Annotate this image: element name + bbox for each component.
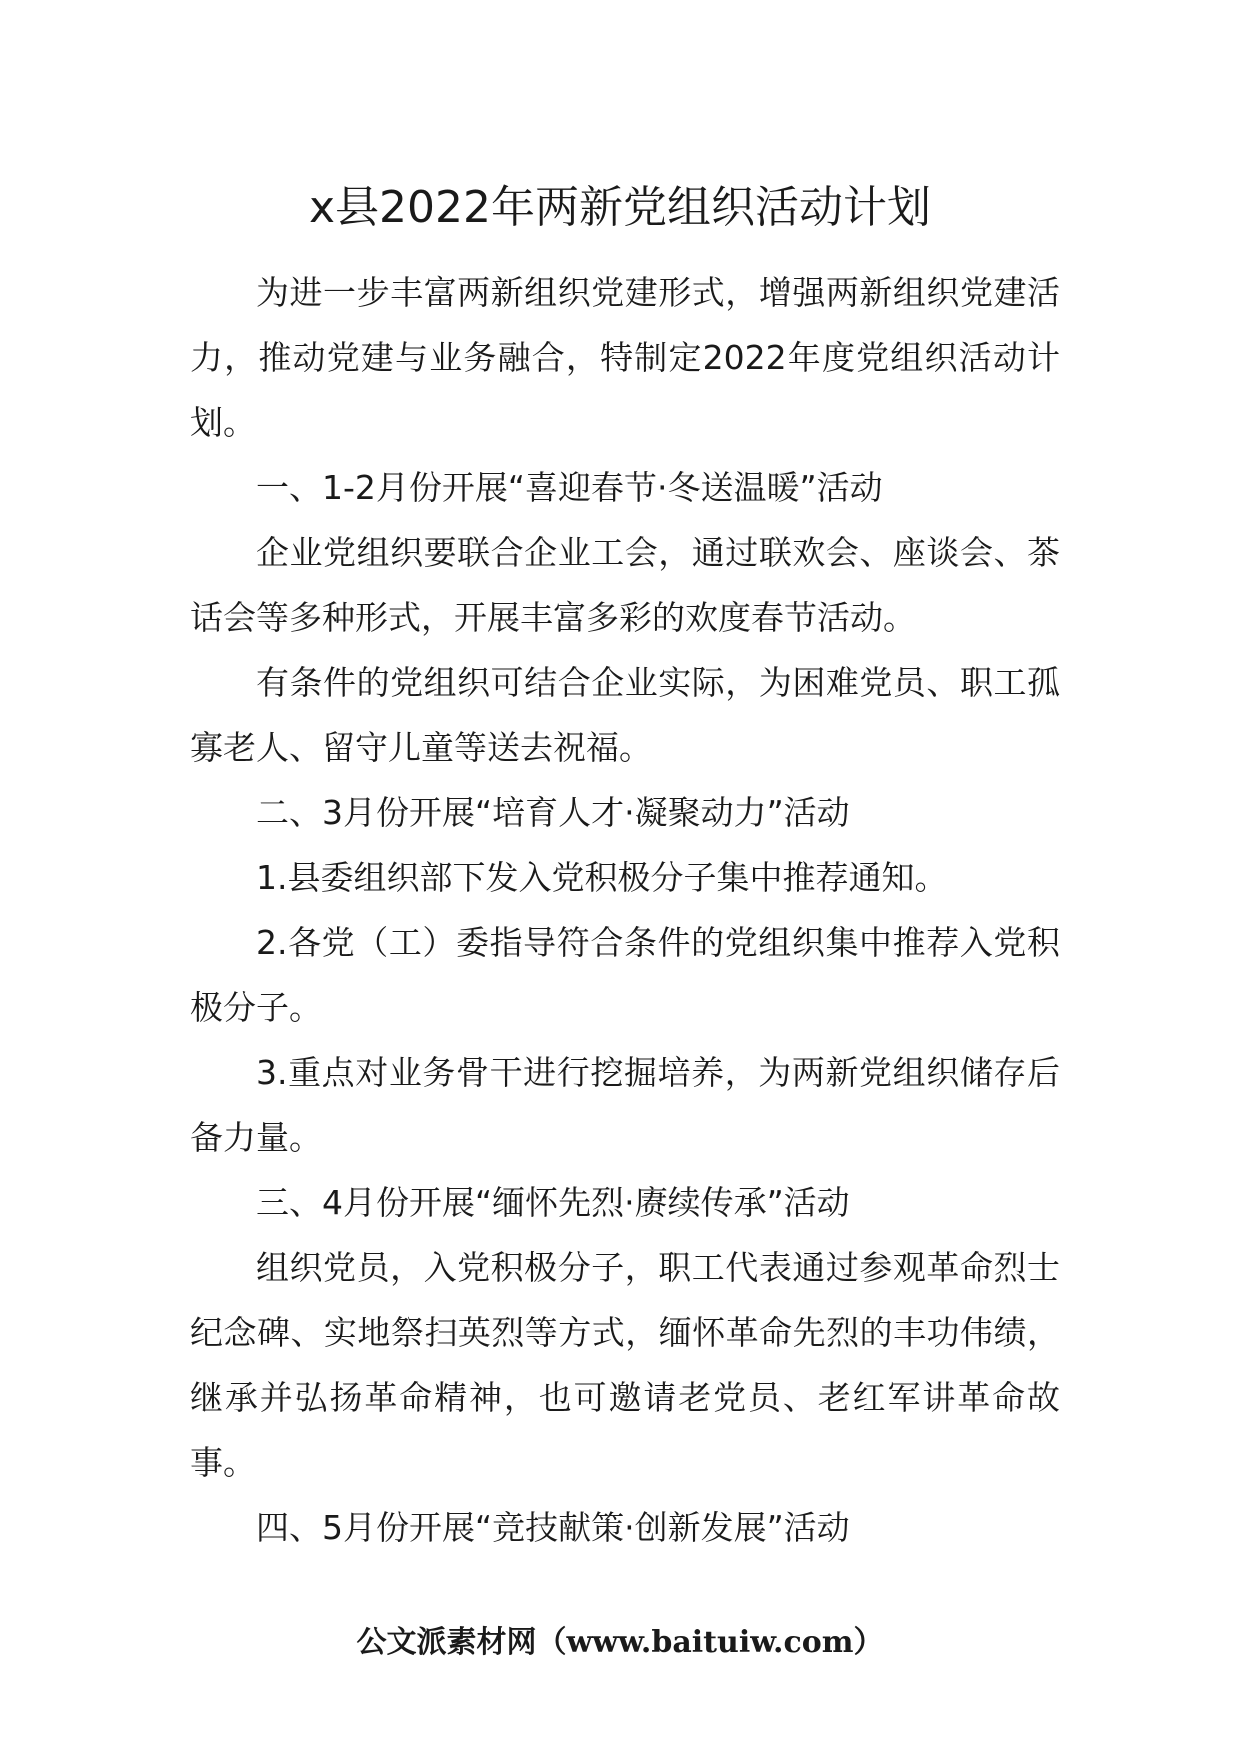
document-body [190, 260, 1060, 1560]
intro-paragraph: 为进一步丰富两新组织党建形式，增强两新组织党建活力，推动党建与业务融合，特制定2022年度党组织活动计划。 [190, 273, 1060, 442]
section-heading-4: 四、5月份开展“竞技献策·创新发展”活动 [256, 1508, 850, 1547]
list-item: 2.各党（工）委指导符合条件的党组织集中推荐入党积极分子。 [190, 923, 1060, 1027]
section-heading-3: 三、4月份开展“缅怀先烈·赓续传承”活动 [256, 1183, 850, 1222]
section-heading-1: 一、1-2月份开展“喜迎春节·冬送温暖”活动 [256, 468, 883, 507]
section-heading-2: 二、3月份开展“培育人才·凝聚动力”活动 [256, 793, 850, 832]
list-item: 3.重点对业务骨干进行挖掘培养，为两新党组织储存后备力量。 [190, 1053, 1060, 1157]
document-title: x县2022年两新党组织活动计划 [308, 182, 931, 233]
list-item: 1.县委组织部下发入党积极分子集中推荐通知。 [256, 858, 948, 897]
footer-watermark: 公文派素材网（www.baituiw.com） [356, 1625, 884, 1660]
body-paragraph: 组织党员，入党积极分子，职工代表通过参观革命烈士纪念碑、实地祭扫英烈等方式，缅怀革命先烈的丰功伟绩，继承并弘扬革命精神，也可邀请老党员、老红军讲革命故事。 [190, 1248, 1060, 1482]
body-paragraph: 有条件的党组织可结合企业实际，为困难党员、职工孤寡老人、留守儿童等送去祝福。 [190, 663, 1060, 767]
body-paragraph: 企业党组织要联合企业工会，通过联欢会、座谈会、茶话会等多种形式，开展丰富多彩的欢度春节活动。 [190, 533, 1060, 637]
